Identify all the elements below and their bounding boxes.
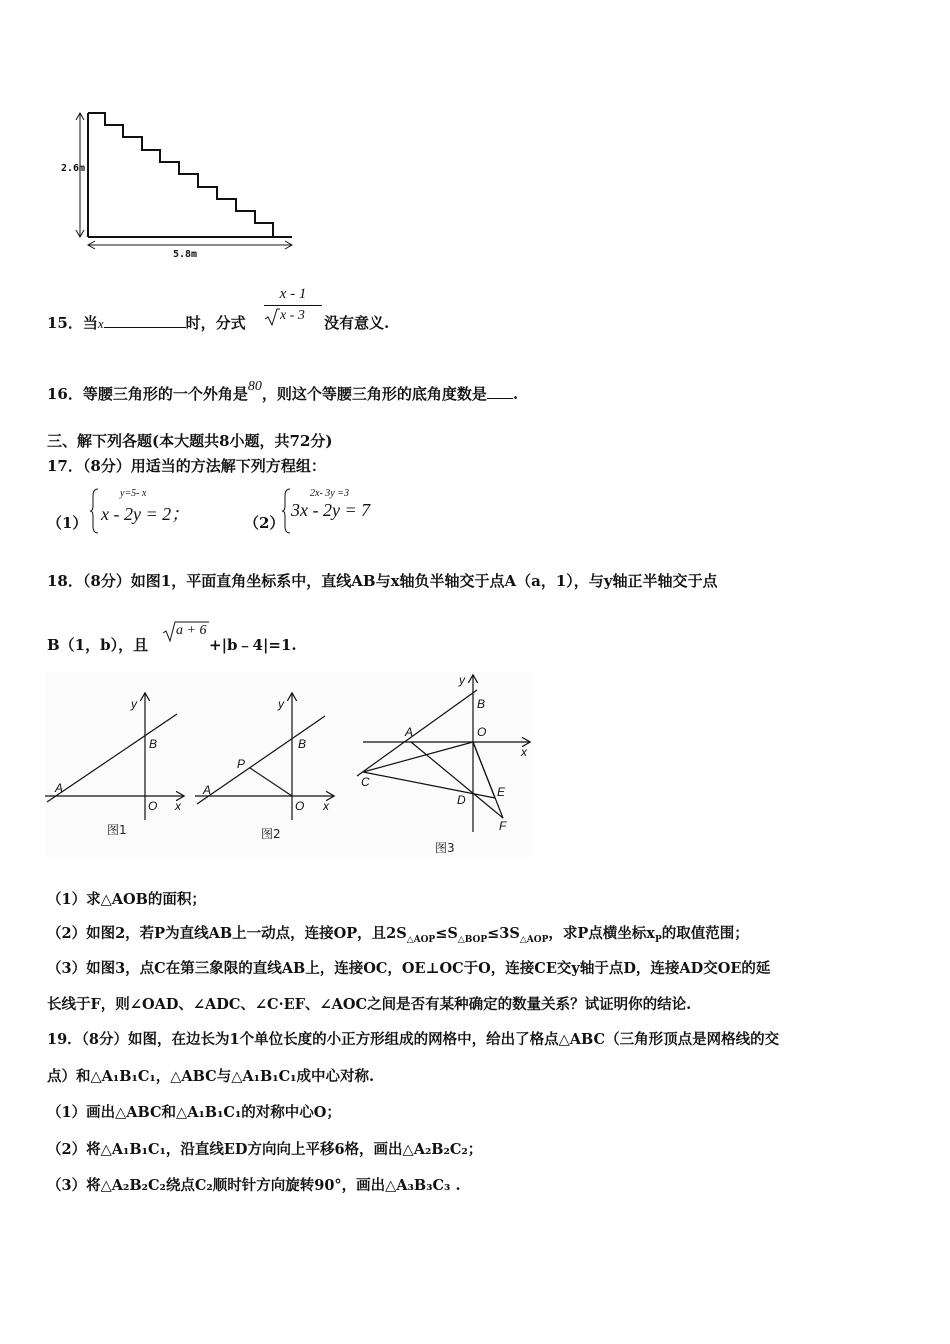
svg-text:B: B xyxy=(477,697,486,711)
staircase-figure xyxy=(55,105,305,265)
question-16: 16．等腰三角形的一个外角是80，则这个等腰三角形的底角度数是 . xyxy=(47,379,519,403)
question-18-line1: 18．（8分）如图1，平面直角坐标系中，直线AB与x轴负半轴交于点A（a，1），与y轴正半轴交于点 xyxy=(47,572,718,590)
section-3-title: 三、解下列各题(本大题共8小题，共72分) xyxy=(47,432,333,450)
sqrt-sign-icon xyxy=(264,308,280,326)
q18-sub2: （2）如图2，若P为直线AB上一动点，连接OP，且$2S_{\triangle AOP}\le S_{\triangle BOP}\le 3S_{\triangle AOP}$，求P点横坐标$x_P$的取值范围； xyxy=(47,925,749,945)
question-18-line2-suffix: +|b﹣4|=1. xyxy=(209,636,297,654)
sqrt-expression: a + 6 xyxy=(162,620,210,642)
svg-text:E: E xyxy=(497,785,506,799)
svg-text:D: D xyxy=(457,793,466,807)
q15-suffix: 没有意义. xyxy=(324,314,390,332)
figure-1 xyxy=(45,694,183,837)
width-label: 5.8m xyxy=(173,249,198,260)
answer-blank-15[interactable] xyxy=(104,313,186,328)
svg-text:x: x xyxy=(175,799,181,813)
fig3-caption: 图3 xyxy=(435,841,455,855)
numerator: x - 1 xyxy=(279,286,307,302)
angle-80: 80 xyxy=(247,379,262,394)
question-19-line1: 19．（8分）如图，在边长为1个单位长度的小正方形组成的网格中，给出了格点△ABC（三角形顶点是网格线的交 xyxy=(47,1031,780,1048)
fraction-15 xyxy=(264,286,322,326)
svg-text:x: x xyxy=(521,745,527,759)
q18-sub3-line2: 长线于F，则∠OAD、∠ADC、∠C·EF、∠AOC之间是否有某种确定的数量关系？试证明你的结论. xyxy=(47,996,692,1013)
fig1-caption: 图1 xyxy=(107,823,127,837)
figure-3 xyxy=(357,673,529,855)
svg-text:O: O xyxy=(148,799,158,813)
svg-text:P: P xyxy=(237,757,246,771)
svg-text:A: A xyxy=(203,783,212,797)
question-18-line2: B（1，b），且 xyxy=(47,636,149,654)
figure-2 xyxy=(195,694,333,841)
svg-text:y: y xyxy=(278,697,284,711)
svg-text:A: A xyxy=(405,725,414,739)
svg-text:B: B xyxy=(149,737,158,751)
q18-sub3-line1: （3）如图3，点C在第三象限的直线AB上，连接OC，OE⊥OC于O，连接CE交y轴于点D，连接AD交OE的延 xyxy=(47,960,771,977)
q19-sub1: （1）画出△ABC和△A₁B₁C₁的对称中心O； xyxy=(47,1104,341,1121)
svg-text:y: y xyxy=(459,673,465,687)
q17-part2-label: （2） xyxy=(244,514,285,532)
denominator: x - 3 xyxy=(280,308,305,323)
q19-sub3: （3）将△A₂B₂C₂绕点C₂顺时针方向旋转90°，画出△A₃B₃C₃ . xyxy=(47,1177,461,1194)
height-label: 2.6m xyxy=(61,163,86,174)
svg-text:B: B xyxy=(298,737,307,751)
brace-icon xyxy=(90,488,100,534)
q17-part1-label: （1） xyxy=(47,514,88,532)
svg-text:y: y xyxy=(131,697,137,711)
q18-sub1: （1）求△AOB的面积； xyxy=(47,891,206,908)
svg-text:F: F xyxy=(499,819,507,833)
q17-p1-eq2: x - 2y = 2； xyxy=(101,504,190,524)
svg-text:C: C xyxy=(361,775,370,789)
question-19-line2: 点）和△A₁B₁C₁，△ABC与△A₁B₁C₁成中心对称. xyxy=(47,1068,375,1085)
q17-p2-eq2: 3x - 2y = 7 xyxy=(291,500,371,520)
answer-blank-16[interactable] xyxy=(487,384,513,399)
q18-figures xyxy=(45,672,533,857)
svg-text:x: x xyxy=(323,799,329,813)
question-17-title: 17．（8分）用适当的方法解下列方程组： xyxy=(47,457,326,475)
fig2-caption: 图2 xyxy=(261,827,281,841)
question-15: 15．当x 时，分式 xyxy=(47,314,246,332)
q17-p2-eq1: 2x- 3y =3 xyxy=(310,488,349,499)
svg-text:O: O xyxy=(477,725,487,739)
q17-p1-eq1: y=5- x xyxy=(120,488,147,499)
svg-text:A: A xyxy=(55,781,64,795)
svg-text:O: O xyxy=(295,799,305,813)
q19-sub2: （2）将△A₁B₁C₁，沿直线ED方向向上平移6格，画出△A₂B₂C₂； xyxy=(47,1141,483,1158)
